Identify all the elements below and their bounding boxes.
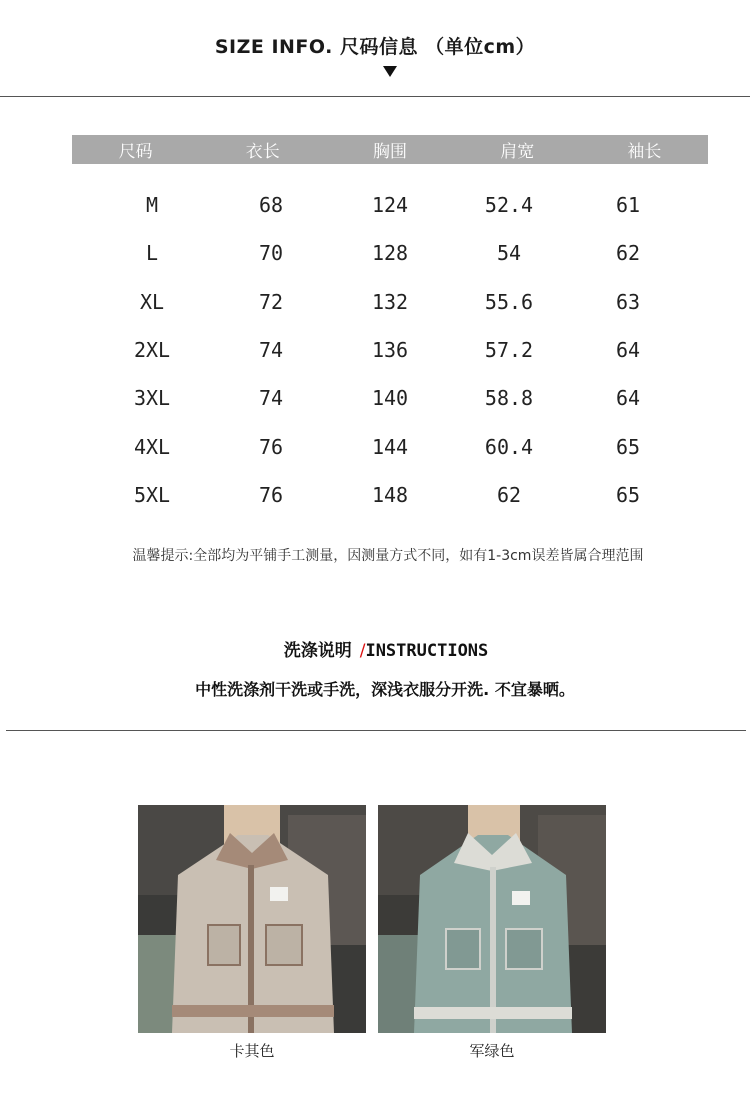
product-caption: 卡其色 bbox=[229, 1042, 275, 1060]
table-cell: 3XL bbox=[133, 386, 171, 411]
table-row bbox=[93, 326, 687, 374]
product-photo-khaki bbox=[138, 805, 366, 1033]
table-cell: 136 bbox=[371, 338, 409, 363]
product-photo-army-green bbox=[378, 805, 606, 1033]
instructions-body: 中性洗涤剂干洗或手洗，深浅衣服分开洗. 不宜暴晒。 bbox=[195, 680, 575, 699]
table-cell: 148 bbox=[371, 482, 409, 507]
table-cell: 144 bbox=[371, 434, 409, 459]
table-cell: 57.2 bbox=[484, 338, 534, 363]
table-cell: 58.8 bbox=[484, 386, 534, 411]
table-row bbox=[93, 471, 687, 519]
size-info-title: SIZE INFO. 尺码信息 （单位cm） bbox=[214, 36, 536, 58]
table-cell: 70 bbox=[258, 241, 284, 266]
size-table bbox=[72, 135, 708, 164]
table-cell: 52.4 bbox=[484, 193, 534, 218]
column-header: 胸围 bbox=[373, 142, 407, 162]
table-row bbox=[93, 422, 687, 470]
table-header bbox=[72, 135, 708, 164]
instructions-title-en: INSTRUCTIONS bbox=[365, 641, 489, 661]
table-row bbox=[93, 278, 687, 326]
table-cell: XL bbox=[139, 289, 165, 314]
table-cell: 124 bbox=[371, 193, 409, 218]
divider bbox=[6, 730, 746, 731]
table-row bbox=[93, 374, 687, 422]
measurement-note: 温馨提示:全部均为平铺手工测量，因测量方式不同，如有1-3cm误差皆属合理范围 bbox=[132, 548, 644, 564]
instructions-slash: / bbox=[359, 641, 366, 661]
table-cell: 54 bbox=[496, 241, 522, 266]
table-row bbox=[93, 181, 687, 229]
column-header: 衣长 bbox=[245, 142, 280, 162]
table-cell: 76 bbox=[258, 434, 284, 459]
column-header: 肩宽 bbox=[500, 142, 535, 162]
table-cell: 65 bbox=[615, 482, 641, 507]
down-arrow-icon bbox=[383, 66, 397, 77]
table-cell: M bbox=[145, 193, 159, 218]
table-cell: 64 bbox=[615, 386, 641, 411]
table-cell: L bbox=[145, 241, 159, 266]
table-cell: 5XL bbox=[133, 482, 171, 507]
table-cell: 76 bbox=[258, 482, 284, 507]
divider bbox=[0, 96, 750, 97]
instructions-title-cn: 洗涤说明 bbox=[283, 641, 352, 661]
column-header: 尺码 bbox=[118, 142, 153, 162]
table-cell: 2XL bbox=[133, 338, 171, 363]
instructions-heading bbox=[0, 636, 750, 661]
table-cell: 55.6 bbox=[484, 289, 534, 314]
table-cell: 63 bbox=[615, 289, 641, 314]
table-row bbox=[93, 229, 687, 277]
table-cell: 132 bbox=[371, 289, 409, 314]
table-body bbox=[93, 181, 687, 519]
table-cell: 74 bbox=[258, 338, 284, 363]
table-cell: 128 bbox=[371, 241, 409, 266]
product-caption: 军绿色 bbox=[469, 1042, 515, 1060]
table-cell: 68 bbox=[258, 193, 284, 218]
table-cell: 62 bbox=[615, 241, 641, 266]
table-cell: 60.4 bbox=[484, 434, 534, 459]
table-cell: 65 bbox=[615, 434, 641, 459]
table-cell: 74 bbox=[258, 386, 284, 411]
table-cell: 4XL bbox=[133, 434, 171, 459]
table-cell: 64 bbox=[615, 338, 641, 363]
table-cell: 72 bbox=[258, 289, 284, 314]
table-cell: 140 bbox=[371, 386, 409, 411]
table-cell: 62 bbox=[496, 482, 522, 507]
column-header: 袖长 bbox=[627, 142, 662, 162]
table-cell: 61 bbox=[615, 193, 641, 218]
